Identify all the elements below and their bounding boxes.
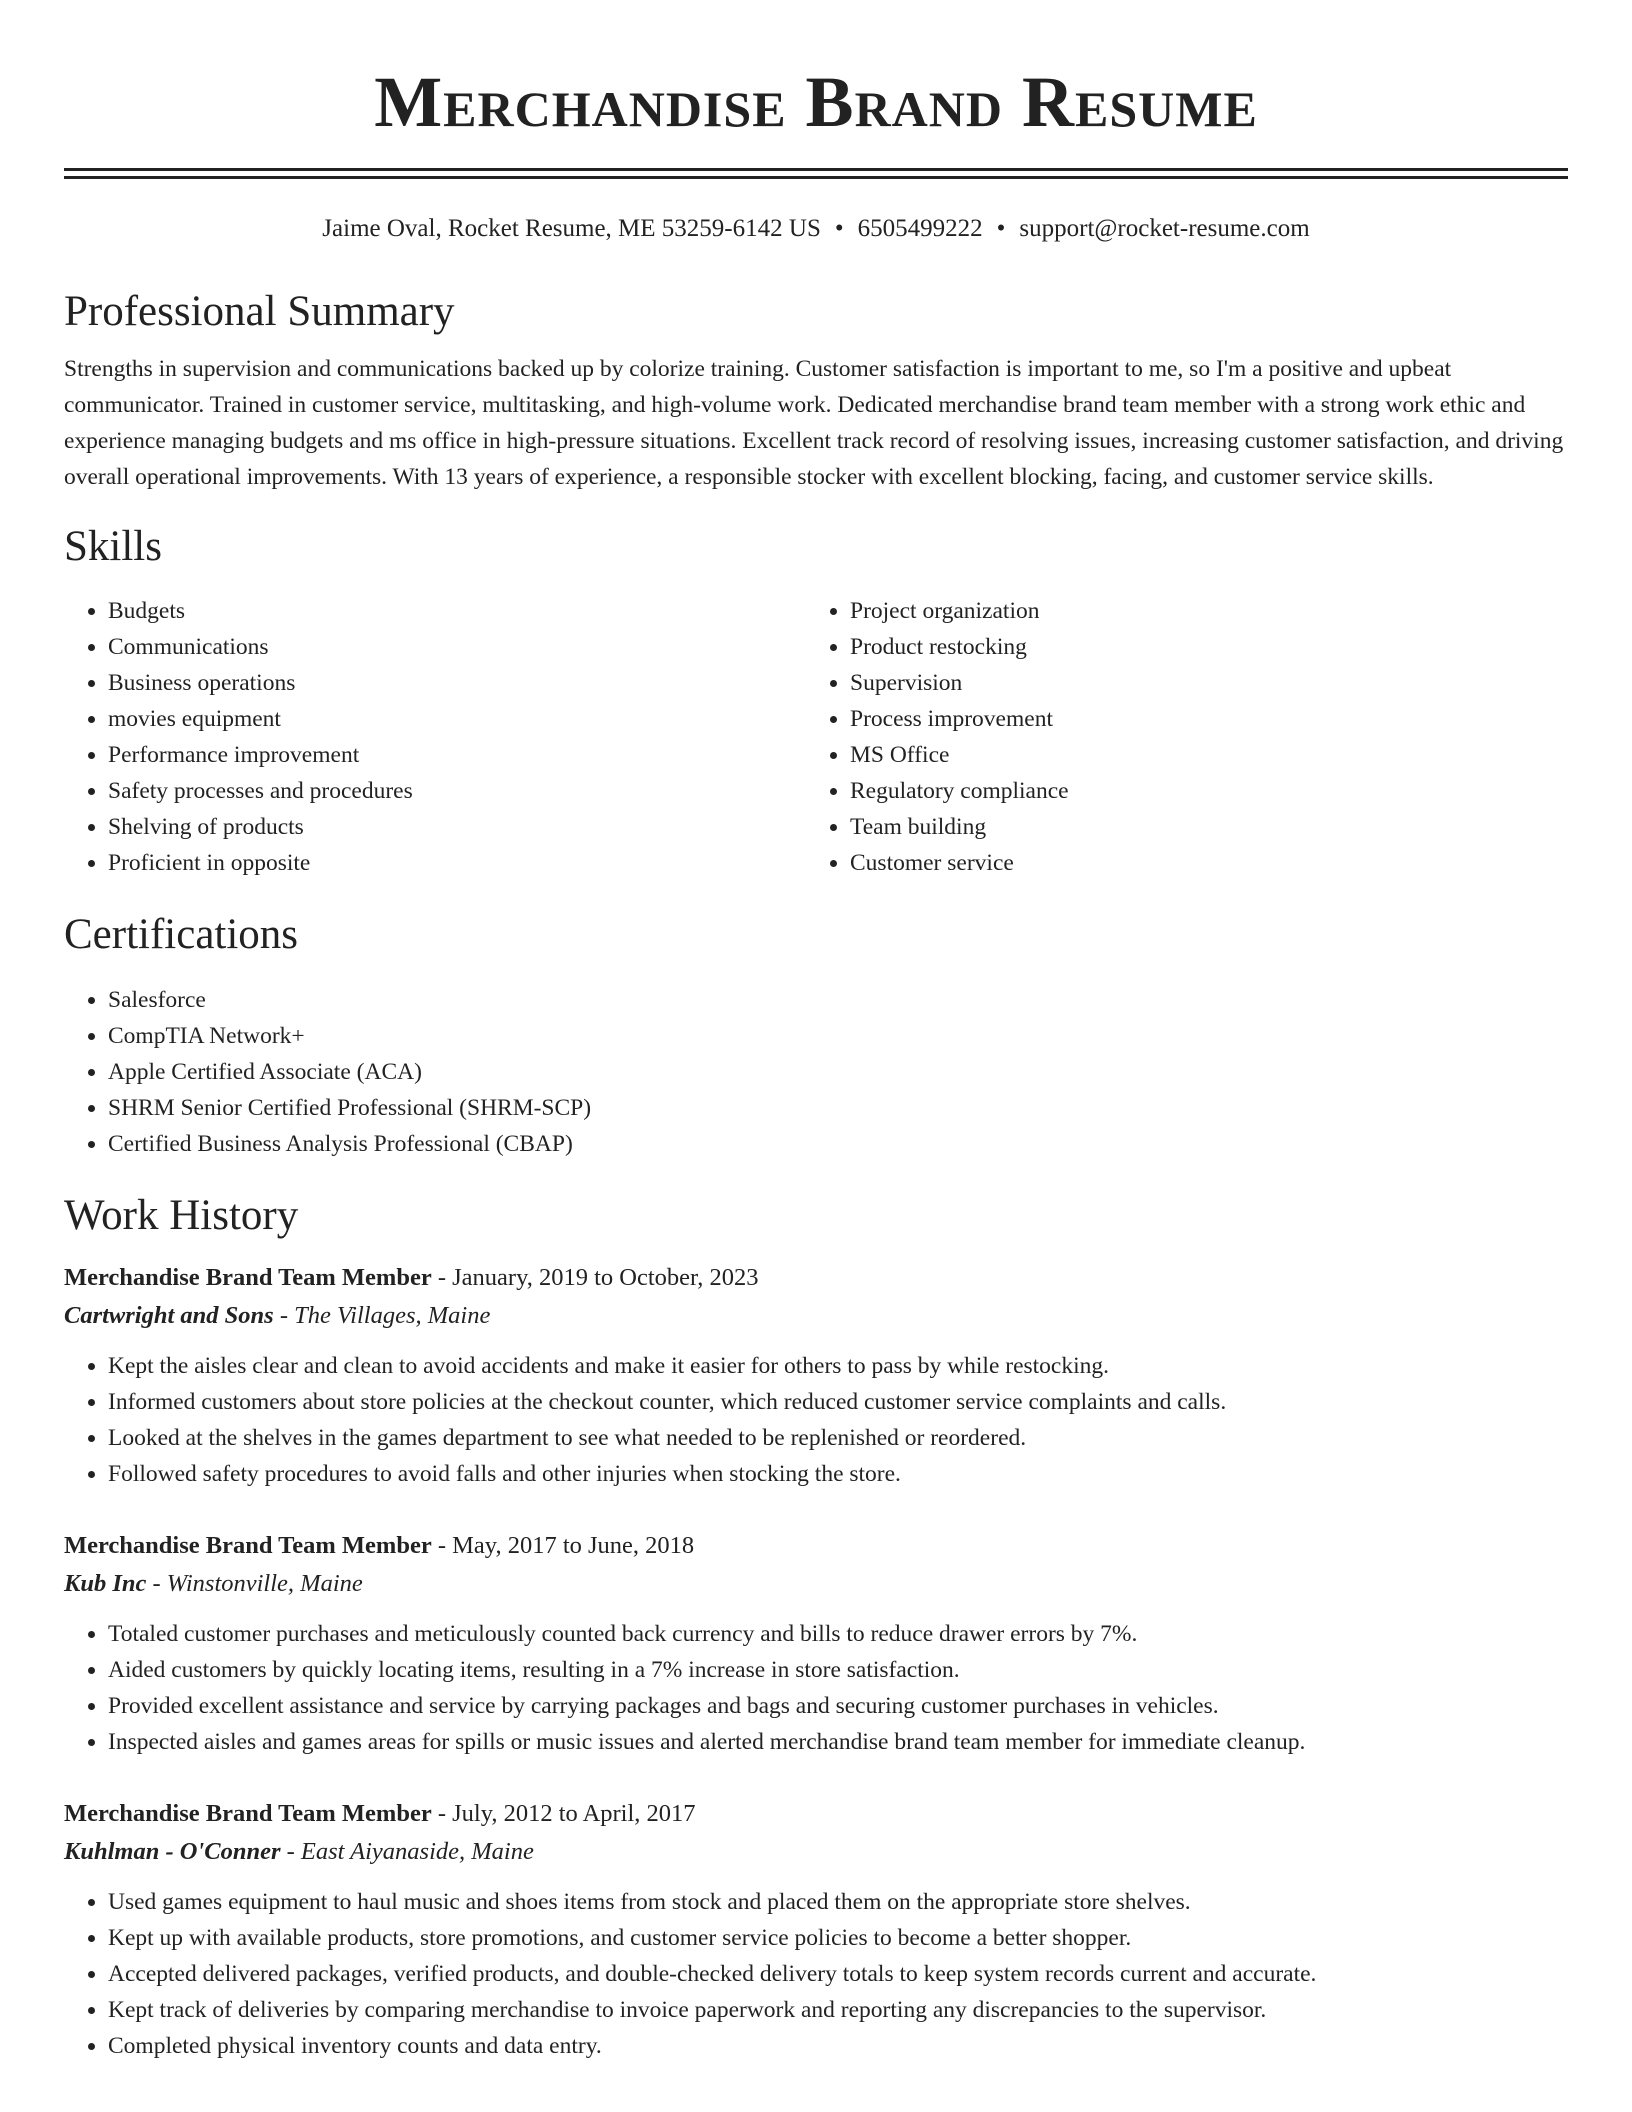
- title-divider: [64, 168, 1568, 179]
- job-bullet: • Accepted delivered packages, verified products, and double-checked delivery totals to keep system records current and accurate.: [108, 1956, 1568, 1992]
- job-title-line: [64, 1260, 1568, 1296]
- skills-column-left: [64, 593, 806, 881]
- job-bullet: • Kept the aisles clear and clean to avoid accidents and make it easier for others to pass by while restocking.: [108, 1348, 1568, 1384]
- resume-title: Merchandise Brand Resume: [374, 62, 1258, 142]
- certification-item: • SHRM Senior Certified Professional (SHRM-SCP): [108, 1090, 1568, 1126]
- certification-item: • Certified Business Analysis Professional (CBAP): [108, 1126, 1568, 1162]
- skills-list-right: [806, 593, 1548, 881]
- skill-item: • Regulatory compliance: [850, 773, 1548, 809]
- skill-item: • Product restocking: [850, 629, 1548, 665]
- skill-item: • Business operations: [108, 665, 806, 701]
- job-title: Merchandise Brand Team Member: [64, 1531, 432, 1559]
- job-bullet: • Followed safety procedures to avoid falls and other injuries when stocking the store.: [108, 1456, 1568, 1492]
- job-bullet: • Provided excellent assistance and service by carrying packages and bags and securing customer purchases in vehicles.: [108, 1688, 1568, 1724]
- resume-page: [64, 0, 1568, 2064]
- skill-item: • Performance improvement: [108, 737, 806, 773]
- job-bullet: • Kept up with available products, store promotions, and customer service policies to become a better shopper.: [108, 1920, 1568, 1956]
- contact-phone: 6505499222: [857, 215, 983, 242]
- skill-item: • Team building: [850, 809, 1548, 845]
- contact-separator: •: [834, 215, 844, 242]
- job-entry: [64, 1528, 1568, 1760]
- job-title-line: [64, 1796, 1568, 1832]
- skill-item: • MS Office: [850, 737, 1548, 773]
- job-title-line: [64, 1528, 1568, 1564]
- job-entry: [64, 1796, 1568, 2064]
- job-title: Merchandise Brand Team Member: [64, 1263, 432, 1291]
- job-dates: - July, 2012 to April, 2017: [431, 1799, 696, 1827]
- certification-item: • Salesforce: [108, 982, 1568, 1018]
- job-location: - East Aiyanaside, Maine: [280, 1837, 534, 1865]
- skill-item: • Supervision: [850, 665, 1548, 701]
- skill-item: • Customer service: [850, 845, 1548, 881]
- job-bullet: • Aided customers by quickly locating items, resulting in a 7% increase in store satisfaction.: [108, 1652, 1568, 1688]
- job-bullet: • Used games equipment to haul music and shoes items from stock and placed them on the appropriate store shelves.: [108, 1884, 1568, 1920]
- job-company-line: [64, 1564, 1568, 1604]
- job-dates: - May, 2017 to June, 2018: [431, 1531, 695, 1559]
- skills-columns: [64, 593, 1568, 881]
- skill-item: • Project organization: [850, 593, 1548, 629]
- job-bullet: • Looked at the shelves in the games department to see what needed to be replenished or reordered.: [108, 1420, 1568, 1456]
- job-bullet: • Kept track of deliveries by comparing merchandise to invoice paperwork and reporting any discrepancies to the supervisor.: [108, 1992, 1568, 2028]
- job-company: Kuhlman - O'Conner: [64, 1837, 281, 1865]
- job-location: - Winstonville, Maine: [146, 1569, 363, 1597]
- job-title: Merchandise Brand Team Member: [64, 1799, 432, 1827]
- job-company: Kub Inc: [64, 1569, 147, 1597]
- summary-text: Strengths in supervision and communications backed up by colorize training. Customer satisfaction is important to me, so I'm a positive and upbeat communicator. Trained in customer service, multitasking, and high-volume work. Dedicated merchandise brand team member with a strong work ethic and experience managing budgets and ms office in high-pressure situations. Excellent track record of resolving issues, increasing customer satisfaction, and driving overall operational improvements. With 13 years of experience, a responsible stocker with excellent blocking, facing, and customer service skills.: [64, 356, 1564, 491]
- job-company: Cartwright and Sons: [64, 1301, 274, 1329]
- certification-item: • Apple Certified Associate (ACA): [108, 1054, 1568, 1090]
- contact-separator: •: [996, 215, 1006, 242]
- job-entry: [64, 1260, 1568, 1492]
- job-bullets: [64, 1348, 1568, 1492]
- job-dates: - January, 2019 to October, 2023: [431, 1263, 759, 1291]
- skill-item: • Communications: [108, 629, 806, 665]
- skill-item: • movies equipment: [108, 701, 806, 737]
- skill-item: • Proficient in opposite: [108, 845, 806, 881]
- job-location: - The Villages, Maine: [273, 1301, 491, 1329]
- contact-address: Jaime Oval, Rocket Resume, ME 53259-6142 US: [322, 215, 821, 242]
- skills-list-left: [64, 593, 806, 881]
- certifications-section: [64, 909, 1568, 1163]
- job-company-line: [64, 1832, 1568, 1872]
- work-history-section: [64, 1190, 1568, 2064]
- skills-column-right: [806, 593, 1548, 881]
- skills-heading: Skills: [64, 523, 162, 571]
- skill-item: • Process improvement: [850, 701, 1548, 737]
- skill-item: • Safety processes and procedures: [108, 773, 806, 809]
- summary-heading: Professional Summary: [64, 287, 455, 335]
- job-bullet: • Informed customers about store policies at the checkout counter, which reduced customer service complaints and calls.: [108, 1384, 1568, 1420]
- job-company-line: [64, 1296, 1568, 1336]
- contact-line: [64, 213, 1568, 246]
- contact-email: support@rocket-resume.com: [1019, 215, 1310, 242]
- job-bullet: • Inspected aisles and games areas for spills or music issues and alerted merchandise brand team member for immediate cleanup.: [108, 1724, 1568, 1760]
- certifications-heading: Certifications: [64, 910, 299, 958]
- skill-item: • Budgets: [108, 593, 806, 629]
- job-bullet: • Totaled customer purchases and meticulously counted back currency and bills to reduce drawer errors by 7%.: [108, 1616, 1568, 1652]
- job-bullets: [64, 1616, 1568, 1760]
- work-history-heading: Work History: [64, 1192, 299, 1240]
- job-bullet: • Completed physical inventory counts and data entry.: [108, 2028, 1568, 2064]
- certification-item: • CompTIA Network+: [108, 1018, 1568, 1054]
- skill-item: • Shelving of products: [108, 809, 806, 845]
- job-bullets: [64, 1884, 1568, 2064]
- skills-section: [64, 521, 1568, 881]
- certifications-list: [64, 982, 1568, 1162]
- summary-section: [64, 286, 1568, 496]
